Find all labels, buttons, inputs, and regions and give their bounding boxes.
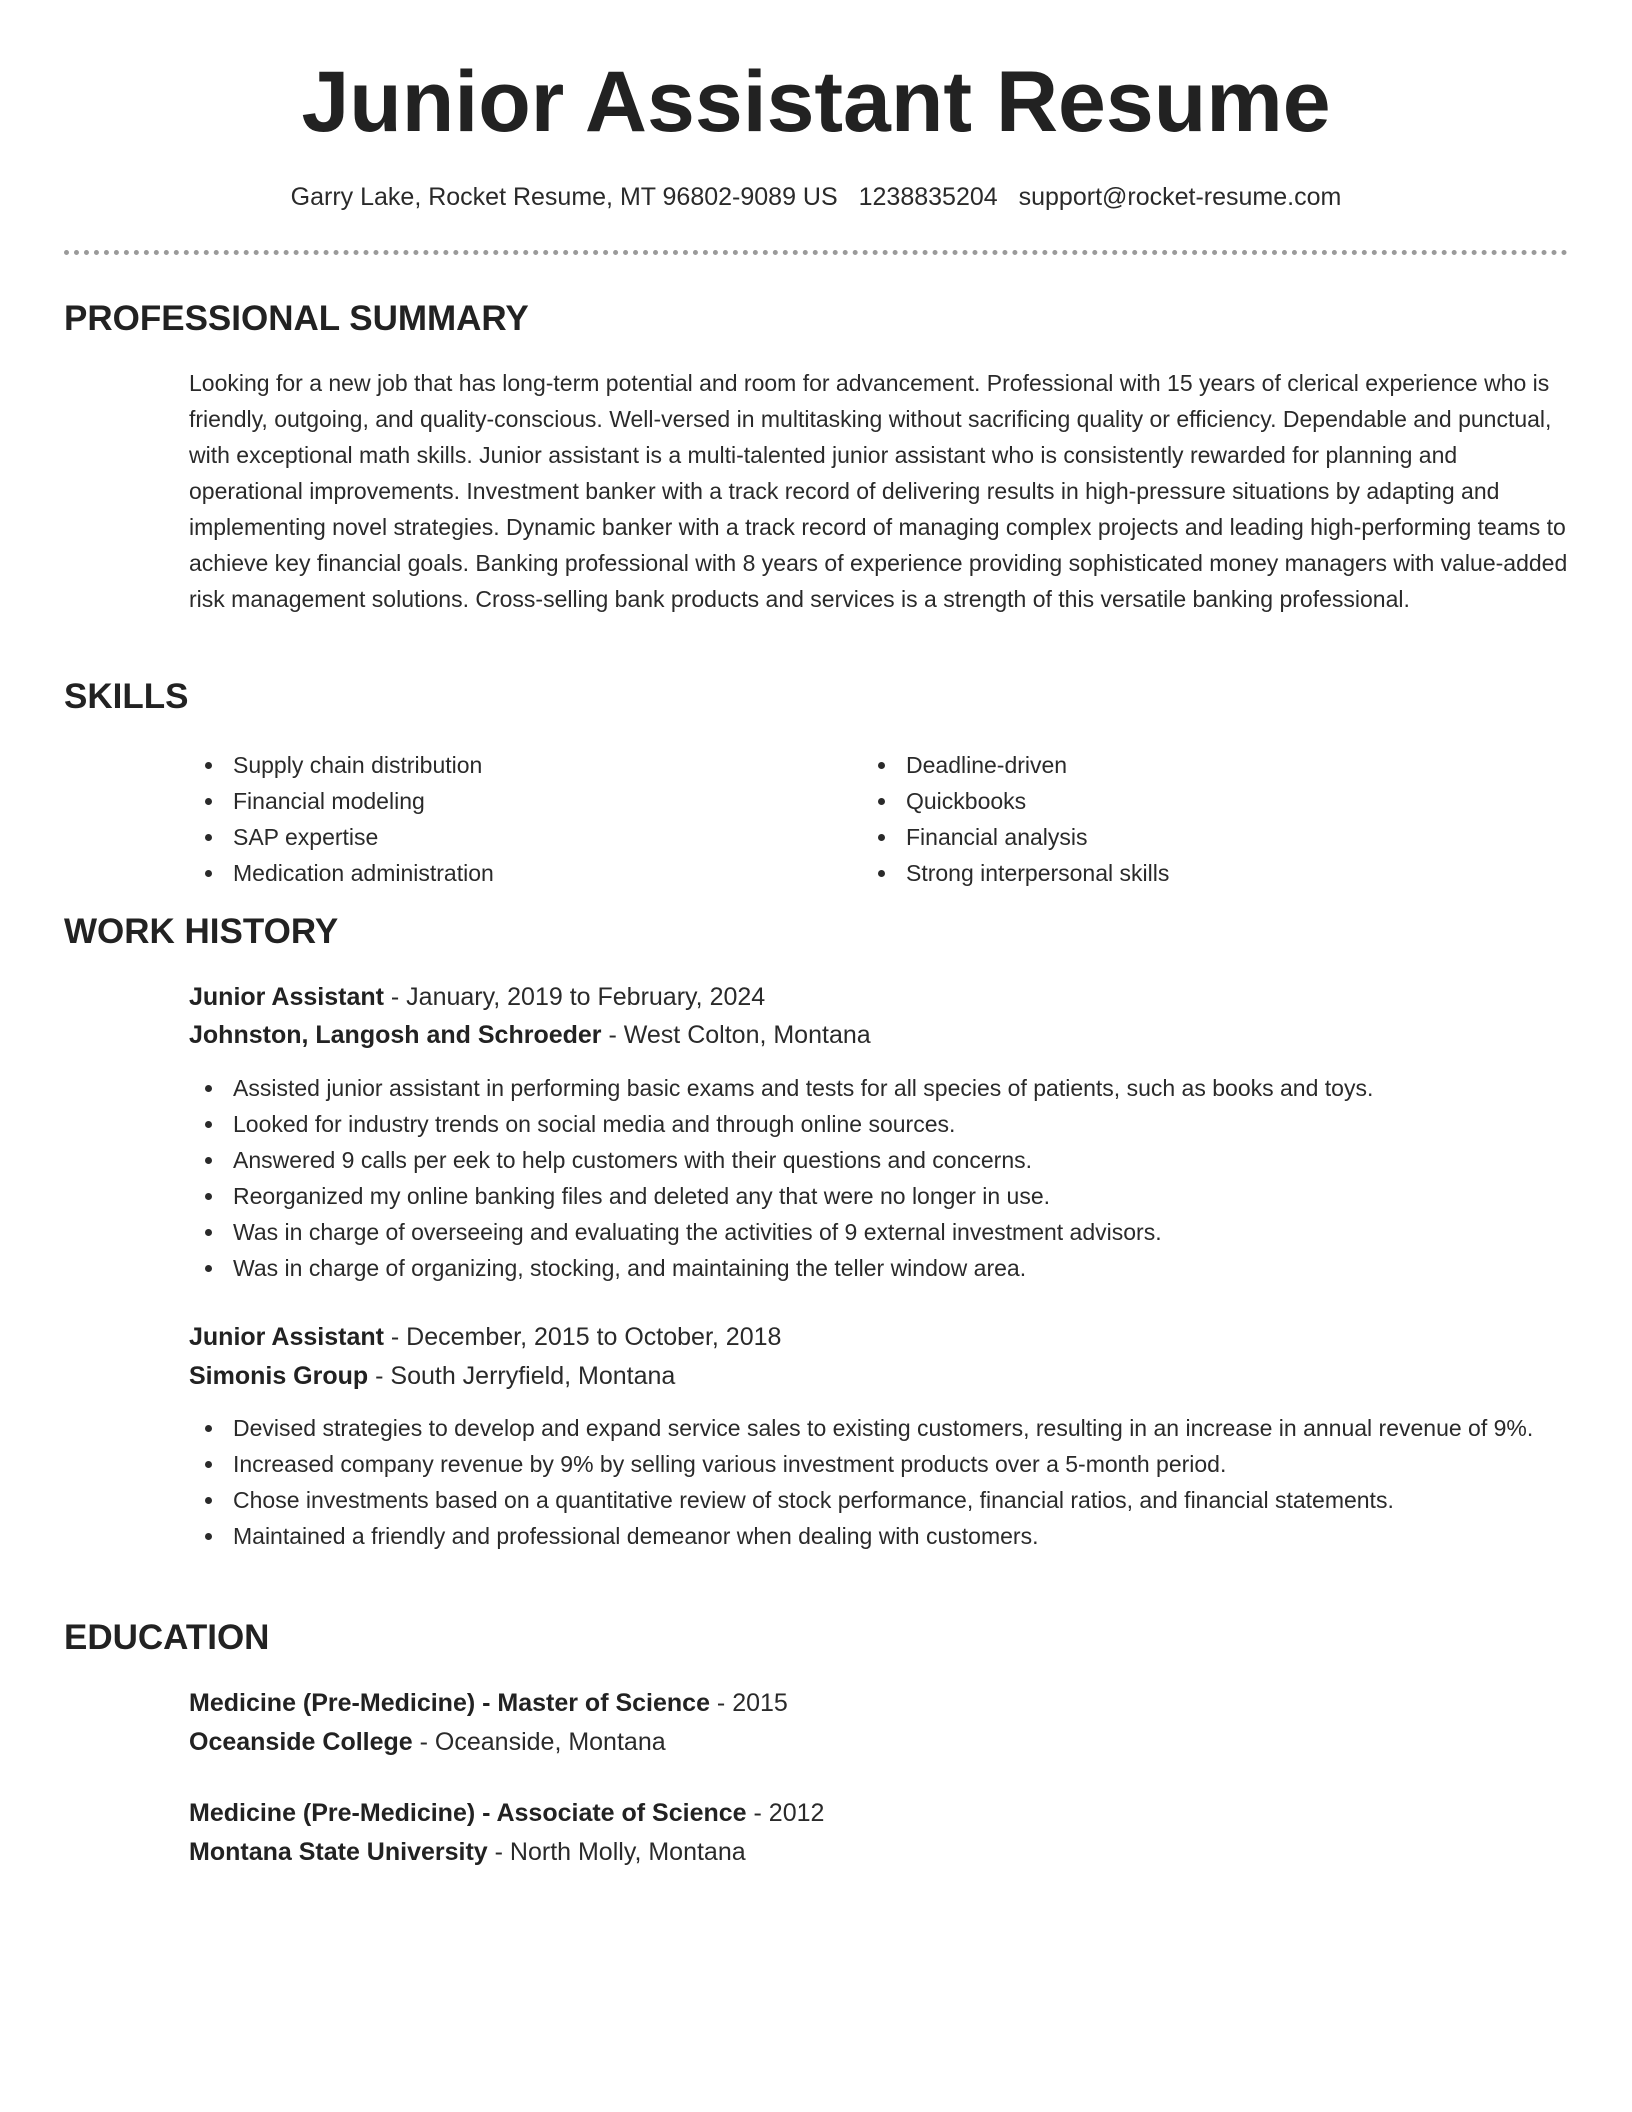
job-title: Junior Assistant bbox=[189, 983, 384, 1011]
contact-line bbox=[0, 181, 1632, 213]
skill-item: Financial modeling bbox=[189, 783, 809, 819]
skills-heading: SKILLS bbox=[64, 677, 189, 716]
skill-item: Quickbooks bbox=[862, 783, 1482, 819]
education-year: - 2015 bbox=[709, 1689, 788, 1717]
education-degree-line bbox=[189, 1684, 788, 1722]
job-title: Junior Assistant bbox=[189, 1323, 384, 1351]
education-location: - North Molly, Montana bbox=[487, 1838, 746, 1866]
job-bullet: Chose investments based on a quantitative review of stock performance, financial ratios, and financial statements. bbox=[189, 1482, 1569, 1518]
job-bullets bbox=[189, 1070, 1569, 1286]
education-degree: Medicine (Pre-Medicine) - Master of Science bbox=[189, 1689, 710, 1717]
job-bullet: Answered 9 calls per eek to help customers with their questions and concerns. bbox=[189, 1142, 1569, 1178]
skill-item: Medication administration bbox=[189, 855, 809, 891]
work-heading: WORK HISTORY bbox=[64, 912, 339, 951]
contact-phone: 1238835204 bbox=[858, 183, 998, 211]
skill-item: SAP expertise bbox=[189, 819, 809, 855]
resume-title: Junior Assistant Resume bbox=[301, 54, 1331, 150]
education-degree-line bbox=[189, 1794, 824, 1832]
job-bullet: Was in charge of overseeing and evaluating the activities of 9 external investment advisors. bbox=[189, 1214, 1569, 1250]
skills-column-left bbox=[189, 747, 809, 891]
education-school-line bbox=[189, 1723, 666, 1761]
skill-item: Financial analysis bbox=[862, 819, 1482, 855]
education-location: - Oceanside, Montana bbox=[412, 1728, 666, 1756]
job-bullets bbox=[189, 1410, 1569, 1554]
education-school: Montana State University bbox=[189, 1838, 488, 1866]
job-company: Johnston, Langosh and Schroeder bbox=[189, 1021, 602, 1049]
education-school-line bbox=[189, 1833, 746, 1871]
job-bullet: Devised strategies to develop and expand service sales to existing customers, resulting in an increase in annual revenue of 9%. bbox=[189, 1410, 1569, 1446]
job-title-line bbox=[189, 1318, 781, 1356]
contact-email: support@rocket-resume.com bbox=[1018, 183, 1342, 211]
job-bullet: Reorganized my online banking files and deleted any that were no longer in use. bbox=[189, 1178, 1569, 1214]
skill-item: Strong interpersonal skills bbox=[862, 855, 1482, 891]
job-location: - West Colton, Montana bbox=[601, 1021, 871, 1049]
job-bullet: Was in charge of organizing, stocking, and maintaining the teller window area. bbox=[189, 1250, 1569, 1286]
job-bullet: Looked for industry trends on social media and through online sources. bbox=[189, 1106, 1569, 1142]
job-company: Simonis Group bbox=[189, 1362, 369, 1390]
summary-text: Looking for a new job that has long-term potential and room for advancement. Professional with 15 years of clerical experience who is friendly, outgoing, and quality-conscious. Well-versed in multitasking without sacrificing quality or efficiency. Dependable and punctual, with exceptional math skills. Junior assistant is a multi-talented junior assistant who is consistently rewarded for planning and operational improvements. Investment banker with a track record of delivering results in high-pressure situations by adapting and implementing novel strategies. Dynamic banker with a track record of managing complex projects and leading high-performing teams to achieve key financial goals. Banking professional with 8 years of experience providing sophisticated money managers with value-added risk management solutions. Cross-selling bank products and services is a strength of this versatile banking professional. bbox=[189, 370, 1568, 612]
skill-item: Deadline-driven bbox=[862, 747, 1482, 783]
skill-item: Supply chain distribution bbox=[189, 747, 809, 783]
job-company-line bbox=[189, 1357, 675, 1395]
job-location: - South Jerryfield, Montana bbox=[368, 1362, 676, 1390]
education-school: Oceanside College bbox=[189, 1728, 413, 1756]
header-divider bbox=[64, 250, 1568, 255]
job-bullet: Assisted junior assistant in performing basic exams and tests for all species of patients, such as books and toys. bbox=[189, 1070, 1569, 1106]
education-degree: Medicine (Pre-Medicine) - Associate of Science bbox=[189, 1799, 747, 1827]
job-company-line bbox=[189, 1016, 871, 1054]
education-year: - 2012 bbox=[746, 1799, 825, 1827]
education-heading: EDUCATION bbox=[64, 1618, 270, 1657]
contact-address: Garry Lake, Rocket Resume, MT 96802-9089 US bbox=[290, 183, 838, 211]
job-bullet: Increased company revenue by 9% by selling various investment products over a 5-month period. bbox=[189, 1446, 1569, 1482]
job-title-line bbox=[189, 978, 765, 1016]
job-dates: - January, 2019 to February, 2024 bbox=[383, 983, 766, 1011]
job-bullet: Maintained a friendly and professional demeanor when dealing with customers. bbox=[189, 1518, 1569, 1554]
summary-heading: PROFESSIONAL SUMMARY bbox=[64, 299, 529, 338]
skills-column-right bbox=[862, 747, 1482, 891]
job-dates: - December, 2015 to October, 2018 bbox=[383, 1323, 782, 1351]
